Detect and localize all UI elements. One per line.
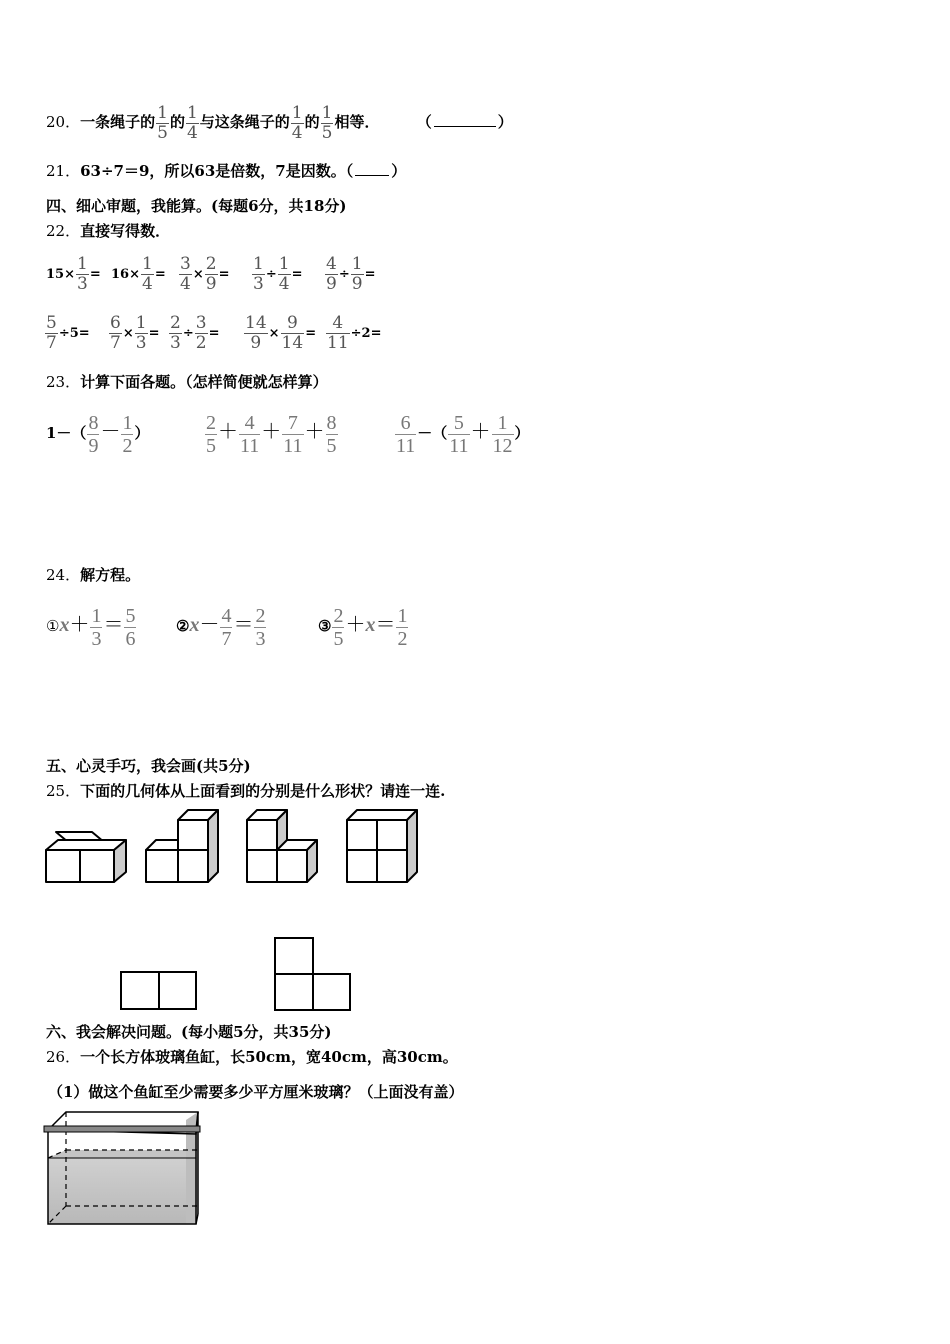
q22-item: $\frac{2}{3}$ ÷ $\frac{3}{2}$ =: [170, 313, 220, 353]
fraction: $\frac{1}{3}$: [135, 313, 147, 353]
question-number: 26．: [46, 1048, 81, 1066]
q22-item: $\frac{4}{11}$ ÷2=: [327, 313, 382, 353]
q23-expression-2: $\frac{2}{5}$ ＋ $\frac{4}{11}$ ＋ $\frac{7}{11}$ ＋ $\frac{8}{5}$: [206, 411, 337, 457]
fraction: $\frac{1}{2}$: [397, 604, 408, 650]
question-text: 的: [169, 113, 185, 131]
question-text: 的: [304, 113, 320, 131]
fraction: $\frac{1}{9}$: [351, 254, 363, 294]
solid-figure-1[interactable]: [44, 828, 120, 884]
fraction: $\frac{1}{5}$: [157, 102, 168, 143]
question-number: 23．: [46, 373, 81, 391]
question-text: 下面的几何体从上面看到的分别是什么形状？请连一连.: [80, 782, 446, 800]
q22-item: $\frac{1}{3}$ ÷ $\frac{1}{4}$ =: [253, 254, 303, 294]
question-number: 24．: [46, 566, 81, 584]
q22-item: $\frac{14}{9}$ × $\frac{9}{14}$ =: [245, 313, 317, 353]
fraction: $\frac{8}{9}$: [88, 411, 99, 457]
question-20: [46, 97, 513, 147]
answer-blank[interactable]: [434, 114, 496, 127]
fraction: $\frac{5}{7}$: [46, 313, 57, 353]
section-5-title: 五、心灵手巧，我会画(共5分): [46, 757, 251, 775]
fraction: $\frac{4}{7}$: [221, 604, 232, 650]
solid-figure-4[interactable]: [345, 808, 425, 884]
fraction: $\frac{1}{3}$: [253, 254, 264, 294]
fraction: $\frac{5}{6}$: [125, 604, 136, 650]
fraction: $\frac{6}{7}$: [110, 313, 121, 353]
solid-figure-3[interactable]: [245, 808, 325, 884]
fraction: $\frac{4}{11}$: [240, 411, 260, 457]
question-text: 计算下面各题。（怎样简便就怎样算）: [80, 373, 328, 391]
question-number: 20．: [46, 113, 81, 131]
q22-item: 15× $\frac{1}{3}$ =: [46, 254, 101, 294]
question-26: [46, 1046, 458, 1068]
question-text: 一条绳子的: [80, 113, 156, 131]
question-21: [46, 160, 406, 182]
paren: （: [416, 113, 432, 131]
fraction: $\frac{7}{11}$: [283, 411, 303, 457]
fraction: $\frac{5}{11}$: [449, 411, 469, 457]
question-25: [46, 780, 445, 802]
fraction: $\frac{3}{4}$: [180, 254, 191, 294]
question-23: [46, 371, 328, 393]
top-view-shape-2[interactable]: [273, 936, 353, 1012]
fraction: $\frac{2}{9}$: [205, 254, 217, 294]
fraction: $\frac{1}{4}$: [291, 102, 303, 143]
q24-equation-1: ①x＋ $\frac{1}{3}$ ＝ $\frac{5}{6}$: [46, 604, 136, 650]
fraction: $\frac{1}{3}$: [91, 604, 102, 650]
q22-item: 16× $\frac{1}{4}$ =: [111, 254, 166, 294]
fraction: $\frac{2}{5}$: [333, 604, 344, 650]
q22-item: $\frac{4}{9}$ ÷ $\frac{1}{9}$ =: [326, 254, 376, 294]
fraction: $\frac{9}{14}$: [281, 313, 304, 353]
fraction: $\frac{3}{2}$: [195, 313, 207, 353]
fish-tank-illustration: [44, 1110, 204, 1228]
question-number: 21．: [46, 162, 81, 180]
fraction: $\frac{2}{3}$: [170, 313, 181, 353]
q22-item: $\frac{5}{7}$ ÷5=: [46, 313, 90, 353]
fraction: $\frac{2}{3}$: [255, 604, 266, 650]
fraction: $\frac{8}{5}$: [326, 411, 337, 457]
fraction: $\frac{4}{11}$: [327, 313, 349, 353]
answer-blank[interactable]: [355, 163, 389, 176]
fraction: $\frac{2}{5}$: [206, 411, 216, 457]
question-text: 与这条绳子的: [199, 113, 290, 131]
fraction: $\frac{14}{9}$: [245, 313, 267, 353]
question-26-part-1: （1）做这个鱼缸至少需要多少平方厘米玻璃？（上面没有盖）: [48, 1083, 464, 1101]
q23-expression-3: $\frac{6}{11}$ －（ $\frac{5}{11}$ ＋ $\frac{1}{12}$ ）: [396, 411, 530, 457]
solid-figure-2[interactable]: [144, 808, 224, 884]
question-text: 直接写得数．: [80, 222, 171, 240]
fraction: $\frac{1}{2}$: [122, 411, 133, 457]
section-4-title: 四、细心审题，我能算。(每题6分，共18分): [46, 197, 347, 215]
fraction: $\frac{1}{4}$: [278, 254, 290, 294]
q22-item: $\frac{6}{7}$ × $\frac{1}{3}$ =: [110, 313, 160, 353]
question-22: [46, 220, 170, 242]
fraction: $\frac{1}{12}$: [492, 411, 513, 457]
fraction: $\frac{1}{4}$: [141, 254, 153, 294]
question-number: 25．: [46, 782, 81, 800]
q24-equation-3: ③ $\frac{2}{5}$ ＋x＝ $\frac{1}{2}$: [318, 604, 408, 650]
q24-equation-2: ②x－ $\frac{4}{7}$ ＝ $\frac{2}{3}$: [176, 604, 266, 650]
fraction: $\frac{4}{9}$: [326, 254, 337, 294]
fraction: $\frac{6}{11}$: [396, 411, 416, 457]
fraction: $\frac{1}{3}$: [76, 254, 88, 294]
paren: ）: [497, 113, 513, 131]
q22-item: $\frac{3}{4}$ × $\frac{2}{9}$ =: [180, 254, 230, 294]
top-view-shape-1[interactable]: [120, 971, 198, 1011]
question-text: 63÷7＝9，所以63是倍数，7是因数。（: [80, 162, 354, 180]
fraction: $\frac{1}{4}$: [186, 102, 198, 143]
question-number: 22．: [46, 222, 81, 240]
paren: ）: [391, 162, 407, 180]
section-6-title: 六、我会解决问题。(每小题5分，共35分): [46, 1023, 332, 1041]
q23-expression-1: 1－（ $\frac{8}{9}$ － $\frac{1}{2}$ ）: [46, 411, 150, 457]
fraction: $\frac{1}{5}$: [321, 102, 333, 143]
question-text: 一个长方体玻璃鱼缸，长50cm，宽40cm，高30cm。: [80, 1048, 458, 1066]
question-text: 相等．: [334, 113, 380, 131]
question-24: [46, 564, 140, 586]
question-text: 解方程。: [80, 566, 141, 584]
